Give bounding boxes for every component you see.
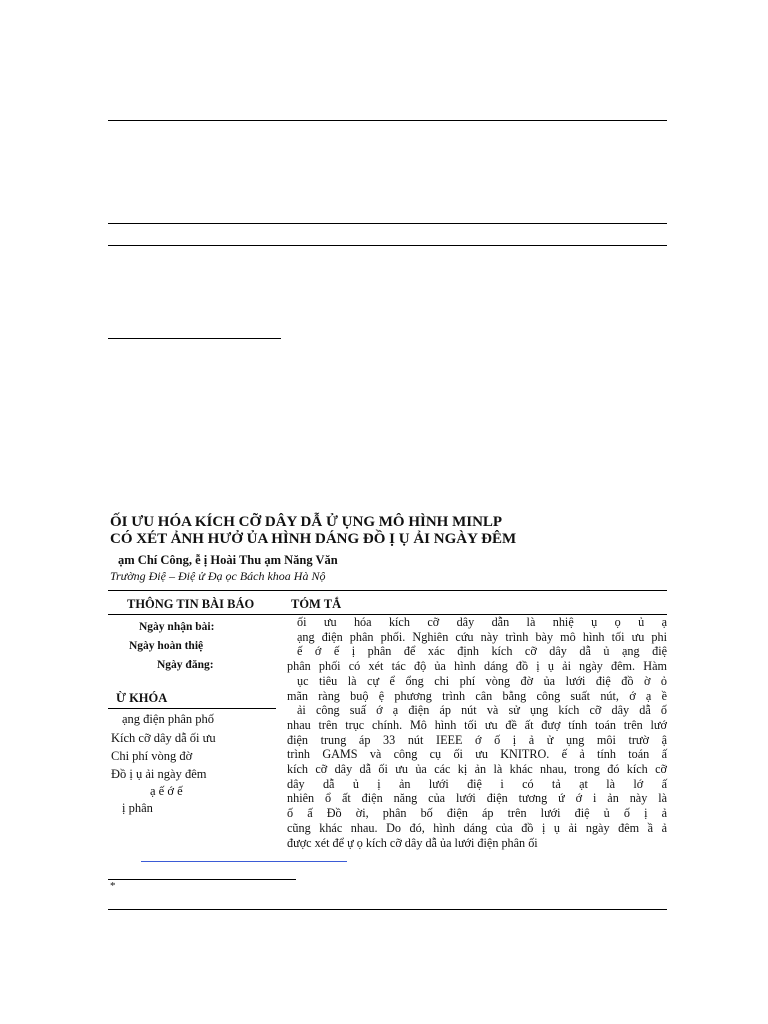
abstract-body [287,615,667,850]
keyword-item: Đồ ị ụ ải ngày đêm [111,767,207,781]
abstract-line: ạng điện phân phối. Nghiên cứu này trình bày mô hình tối ưu phi [297,629,667,644]
keyword-item: ạ ế ớ ế [150,784,183,798]
abstract-line: điện trung áp 33 nút IEEE ớ ố ị ả ử ụng môi trườ ậ [287,732,667,747]
abstract-line: phân phối có xét tác độ ủa hình dáng đồ ị ụ ải ngày đêm. Hàm [287,659,667,674]
footnote-rule [108,879,296,880]
published-date-label: Ngày đăng: [157,659,214,671]
article-info-heading: THÔNG TIN BÀI BÁO [127,597,255,611]
affiliation: Trường Điệ – Điệ ử Đạ ọc Bách khoa Hà Nộ [110,569,326,583]
abstract-line: ải công suấ ớ ạ điện áp nút và sử ụng kích cỡ dây dẫ ố [297,703,667,718]
abstract-line: ế ớ ế ị phân để xác định kích cỡ dây dẫ ủ ạng điệ [297,644,667,659]
abstract-line: dây dẫ ủ ị ản lưới điệ i có tả ạt là lớ ấ [287,776,667,791]
keyword-item: ạng điện phân phố [122,712,214,726]
paper-title-line-2: CÓ XÉT ẢNH HƯỞ ỦA HÌNH DÁNG ĐỒ Ị Ụ ẢI NGÀY ĐÊM [110,531,517,547]
abstract-line: cũng khác nhau. Do đó, hình dáng của đồ ị ụ ải ngày đêm ầ ả [287,820,667,835]
abstract-line: nhiên ổ ất điện năng của lưới điện tương ứ ớ i ản này là [287,791,667,806]
paper-title-line-1: ỐI ƯU HÓA KÍCH CỠ DÂY DẪ Ử ỤNG MÔ HÌNH MINLP [110,514,503,530]
abstract-line: ối ưu hóa kích cỡ dây dẫn là nhiệ ụ ọ ủ ạ [297,615,667,629]
header-rule-middle [108,223,667,224]
abstract-line: kích cỡ dây dẫ ối ưu ủa các kị ản là khác nhau, trong đó kích cỡ [287,762,667,777]
revised-date-label: Ngày hoàn thiệ [129,640,204,652]
keyword-item: ị phân [122,801,153,815]
author-list: ạm Chí Công, ễ ị Hoài Thu ạm Năng Văn [118,553,338,567]
email-link-underline[interactable] [141,861,347,862]
abstract-line: mãn ràng buộ ệ phương trình cân bằng công suất nút, ớ ạ ề [287,688,667,703]
keyword-item: Chi phí vòng đờ [111,749,193,763]
footnote-marker: * [110,880,116,892]
short-rule [108,338,281,339]
abstract-line: ố ấ Đồ ời, phân bố điện áp trên lưới điệ ủ ố ị ả [287,806,667,821]
abstract-line: được xét để ự ọ kích cỡ dây dẫ ủa lưới điện phân ối [287,835,538,850]
keywords-rule [108,708,276,709]
keywords-heading: Ừ KHÓA [116,691,168,705]
abstract-line: trình GAMS và công cụ ối ưu KNITRO. ế ả tính toán ấ [287,747,667,762]
header-rule-lower [108,245,667,246]
header-rule-top [108,120,667,121]
keyword-item: Kích cỡ dây dẫ ối ưu [111,731,216,745]
info-table-rule-top [108,590,667,591]
received-date-label: Ngày nhận bài: [139,621,215,633]
abstract-line: ục tiêu là cự ể ổng chi phí vòng đờ ủa lưới điệ đồ ờ ỏ [297,673,667,688]
info-table-rule-bottom [108,909,667,910]
abstract-line: nhau trên trục chính. Mô hình tối ưu đề ất đượ tính toán trên lướ [287,717,667,732]
abstract-heading: TÓM TẮ [291,597,342,611]
